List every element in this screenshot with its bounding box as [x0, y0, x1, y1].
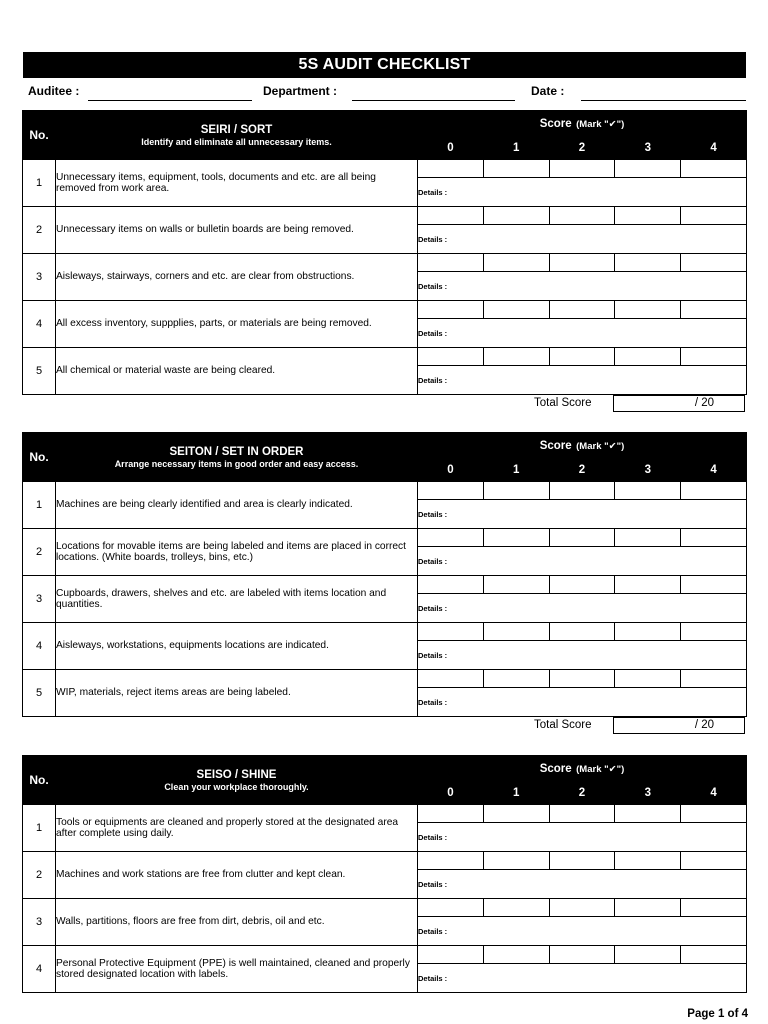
item-text: Cupboards, drawers, shelves and etc. are labeled with items location and quantities.: [56, 576, 418, 623]
score-column-2: 2: [549, 458, 615, 482]
auditee-label: Auditee :: [28, 84, 80, 98]
details-label: Details :: [418, 328, 448, 338]
item-text: WIP, materials, reject items areas are being labeled.: [56, 670, 418, 717]
page-number: Page 1 of 4: [687, 1008, 748, 1020]
score-label: Score: [539, 118, 572, 130]
details-label: Details :: [418, 375, 448, 385]
score-column-1: 1: [483, 136, 549, 160]
score-checkbox-2[interactable]: [549, 348, 615, 366]
score-checkbox-0[interactable]: [418, 301, 484, 319]
score-column-2: 2: [549, 781, 615, 805]
score-column-1: 1: [483, 458, 549, 482]
score-checkbox-2[interactable]: [549, 529, 615, 547]
score-checkbox-1[interactable]: [483, 529, 549, 547]
score-checkbox-4[interactable]: [681, 301, 747, 319]
date-field[interactable]: [581, 100, 746, 101]
score-header: [418, 433, 747, 458]
no-header: No.: [23, 111, 56, 160]
section-header: [56, 111, 418, 160]
score-checkbox-2[interactable]: [549, 899, 615, 917]
score-column-0: 0: [418, 781, 484, 805]
details-label: Details :: [418, 832, 448, 842]
score-checkbox-2[interactable]: [549, 254, 615, 272]
score-checkbox-3[interactable]: [615, 899, 681, 917]
details-field[interactable]: [418, 870, 747, 899]
section-title: SEISO / SHINE: [196, 768, 277, 781]
details-label: Details :: [418, 603, 448, 613]
details-field[interactable]: [418, 547, 747, 576]
score-checkbox-4[interactable]: [681, 482, 747, 500]
section-header: [56, 756, 418, 805]
details-field[interactable]: [418, 272, 747, 301]
details-field[interactable]: [418, 823, 747, 852]
score-header: [418, 111, 747, 136]
total-score-field[interactable]: / 20: [613, 395, 745, 412]
score-column-1: 1: [483, 781, 549, 805]
score-mark-note: (Mark "✔"): [576, 764, 625, 775]
item-number: 1: [23, 160, 56, 207]
score-checkbox-2[interactable]: [549, 576, 615, 594]
score-label: Score: [539, 440, 572, 452]
score-checkbox-0[interactable]: [418, 805, 484, 823]
score-header: [418, 756, 747, 781]
item-text: All chemical or material waste are being cleared.: [56, 348, 418, 395]
score-checkbox-1[interactable]: [483, 160, 549, 178]
score-checkbox-4[interactable]: [681, 805, 747, 823]
details-label: Details :: [418, 973, 448, 983]
score-checkbox-3[interactable]: [615, 160, 681, 178]
checklist-table: [22, 432, 747, 717]
score-checkbox-2[interactable]: [549, 805, 615, 823]
score-checkbox-3[interactable]: [615, 301, 681, 319]
details-label: Details :: [418, 234, 448, 244]
score-mark-note: (Mark "✔"): [576, 441, 625, 452]
item-number: 1: [23, 805, 56, 852]
score-checkbox-0[interactable]: [418, 254, 484, 272]
department-label: Department :: [263, 84, 338, 98]
score-checkbox-0[interactable]: [418, 160, 484, 178]
item-number: 4: [23, 623, 56, 670]
details-field[interactable]: [418, 594, 747, 623]
total-score-row: [22, 717, 746, 735]
score-checkbox-1[interactable]: [483, 670, 549, 688]
item-number: 4: [23, 946, 56, 993]
score-checkbox-4[interactable]: [681, 348, 747, 366]
score-checkbox-3[interactable]: [615, 576, 681, 594]
item-number: 1: [23, 482, 56, 529]
item-text: Locations for movable items are being labeled and items are placed in correct locations. (White boards, trolleys, bins, etc.): [56, 529, 418, 576]
score-checkbox-0[interactable]: [418, 946, 484, 964]
details-field[interactable]: [418, 500, 747, 529]
total-score-label: Total Score: [534, 397, 592, 409]
score-checkbox-4[interactable]: [681, 623, 747, 641]
section-1: [22, 110, 746, 413]
score-column-2: 2: [549, 136, 615, 160]
score-checkbox-2[interactable]: [549, 623, 615, 641]
item-number: 4: [23, 301, 56, 348]
no-header: No.: [23, 756, 56, 805]
details-field[interactable]: [418, 641, 747, 670]
score-checkbox-0[interactable]: [418, 670, 484, 688]
score-checkbox-1[interactable]: [483, 805, 549, 823]
section-title: SEITON / SET IN ORDER: [169, 445, 304, 458]
page-title: 5S AUDIT CHECKLIST: [23, 52, 746, 78]
score-checkbox-0[interactable]: [418, 852, 484, 870]
score-column-4: 4: [681, 458, 747, 482]
item-text: Machines are being clearly identified and area is clearly indicated.: [56, 482, 418, 529]
score-checkbox-1[interactable]: [483, 576, 549, 594]
item-text: Aisleways, workstations, equipments locations are indicated.: [56, 623, 418, 670]
score-checkbox-4[interactable]: [681, 207, 747, 225]
score-checkbox-1[interactable]: [483, 207, 549, 225]
details-label: Details :: [418, 187, 448, 197]
details-field[interactable]: [418, 688, 747, 717]
score-checkbox-3[interactable]: [615, 670, 681, 688]
score-checkbox-2[interactable]: [549, 482, 615, 500]
department-field[interactable]: [352, 100, 515, 101]
score-checkbox-4[interactable]: [681, 160, 747, 178]
score-checkbox-1[interactable]: [483, 852, 549, 870]
score-checkbox-1[interactable]: [483, 348, 549, 366]
details-label: Details :: [418, 926, 448, 936]
total-score-field[interactable]: / 20: [613, 717, 745, 734]
score-column-4: 4: [681, 781, 747, 805]
details-field[interactable]: [418, 964, 747, 993]
score-checkbox-3[interactable]: [615, 623, 681, 641]
no-header: No.: [23, 433, 56, 482]
item-text: Unnecessary items, equipment, tools, documents and etc. are all being removed from work area.: [56, 160, 418, 207]
score-checkbox-1[interactable]: [483, 623, 549, 641]
score-checkbox-4[interactable]: [681, 852, 747, 870]
score-checkbox-3[interactable]: [615, 529, 681, 547]
score-column-3: 3: [615, 458, 681, 482]
score-checkbox-4[interactable]: [681, 576, 747, 594]
checklist-table: [22, 755, 747, 993]
section-title: SEIRI / SORT: [200, 123, 273, 136]
score-label: Score: [539, 763, 572, 775]
section-subtitle: Arrange necessary items in good order and easy access.: [114, 458, 359, 469]
details-label: Details :: [418, 697, 448, 707]
item-number: 5: [23, 670, 56, 717]
item-text: Walls, partitions, floors are free from dirt, debris, oil and etc.: [56, 899, 418, 946]
section-3: [22, 755, 746, 993]
item-number: 3: [23, 254, 56, 301]
score-checkbox-0[interactable]: [418, 623, 484, 641]
score-checkbox-1[interactable]: [483, 946, 549, 964]
details-field[interactable]: [418, 366, 747, 395]
score-checkbox-0[interactable]: [418, 529, 484, 547]
score-column-4: 4: [681, 136, 747, 160]
score-checkbox-0[interactable]: [418, 348, 484, 366]
details-label: Details :: [418, 509, 448, 519]
details-label: Details :: [418, 650, 448, 660]
item-number: 2: [23, 207, 56, 254]
score-checkbox-4[interactable]: [681, 529, 747, 547]
score-checkbox-4[interactable]: [681, 670, 747, 688]
score-checkbox-3[interactable]: [615, 207, 681, 225]
item-text: Machines and work stations are free from clutter and kept clean.: [56, 852, 418, 899]
details-field[interactable]: [418, 178, 747, 207]
checklist-table: [22, 110, 747, 395]
score-checkbox-2[interactable]: [549, 301, 615, 319]
score-checkbox-2[interactable]: [549, 946, 615, 964]
score-checkbox-2[interactable]: [549, 160, 615, 178]
score-checkbox-1[interactable]: [483, 301, 549, 319]
details-field[interactable]: [418, 319, 747, 348]
item-text: Aisleways, stairways, corners and etc. are clear from obstructions.: [56, 254, 418, 301]
details-label: Details :: [418, 879, 448, 889]
score-checkbox-2[interactable]: [549, 852, 615, 870]
score-checkbox-3[interactable]: [615, 852, 681, 870]
score-checkbox-0[interactable]: [418, 576, 484, 594]
score-checkbox-0[interactable]: [418, 207, 484, 225]
section-2: [22, 432, 746, 735]
score-checkbox-2[interactable]: [549, 207, 615, 225]
item-text: Personal Protective Equipment (PPE) is well maintained, cleaned and properly stored designated location with labels.: [56, 946, 418, 993]
score-checkbox-4[interactable]: [681, 946, 747, 964]
score-checkbox-2[interactable]: [549, 670, 615, 688]
details-label: Details :: [418, 281, 448, 291]
section-subtitle: Clean your workplace thoroughly.: [164, 781, 309, 792]
item-text: Tools or equipments are cleaned and properly stored at the designated area after complete using daily.: [56, 805, 418, 852]
date-label: Date :: [531, 84, 565, 98]
details-label: Details :: [418, 556, 448, 566]
score-checkbox-1[interactable]: [483, 482, 549, 500]
score-checkbox-3[interactable]: [615, 254, 681, 272]
total-score-label: Total Score: [534, 719, 592, 731]
auditee-field[interactable]: [88, 100, 252, 101]
item-number: 3: [23, 576, 56, 623]
item-number: 5: [23, 348, 56, 395]
score-column-0: 0: [418, 136, 484, 160]
score-column-3: 3: [615, 781, 681, 805]
score-checkbox-3[interactable]: [615, 482, 681, 500]
score-checkbox-1[interactable]: [483, 254, 549, 272]
score-checkbox-3[interactable]: [615, 348, 681, 366]
score-column-3: 3: [615, 136, 681, 160]
total-score-row: [22, 395, 746, 413]
score-checkbox-1[interactable]: [483, 899, 549, 917]
score-checkbox-0[interactable]: [418, 482, 484, 500]
section-header: [56, 433, 418, 482]
section-subtitle: Identify and eliminate all unnecessary items.: [141, 136, 332, 147]
item-text: All excess inventory, suppplies, parts, or materials are being removed.: [56, 301, 418, 348]
item-number: 2: [23, 852, 56, 899]
details-field[interactable]: [418, 917, 747, 946]
score-checkbox-0[interactable]: [418, 899, 484, 917]
item-number: 2: [23, 529, 56, 576]
details-field[interactable]: [418, 225, 747, 254]
score-checkbox-4[interactable]: [681, 254, 747, 272]
score-checkbox-4[interactable]: [681, 899, 747, 917]
score-checkbox-3[interactable]: [615, 946, 681, 964]
item-number: 3: [23, 899, 56, 946]
item-text: Unnecessary items on walls or bulletin boards are being removed.: [56, 207, 418, 254]
score-column-0: 0: [418, 458, 484, 482]
score-mark-note: (Mark "✔"): [576, 119, 625, 130]
score-checkbox-3[interactable]: [615, 805, 681, 823]
